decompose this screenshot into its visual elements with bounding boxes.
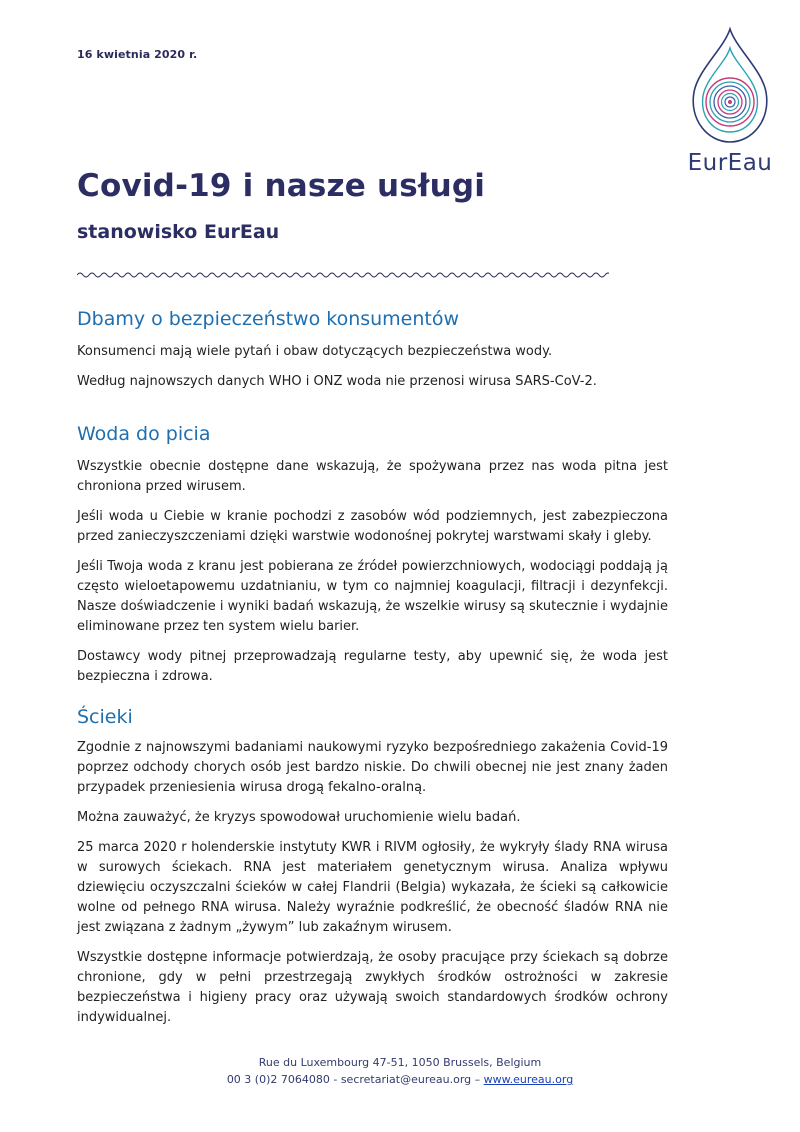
website-link[interactable]: www.eureau.org [483,1073,574,1086]
paragraph: Wszystkie dostępne informacje potwierdzają, że osoby pracujące przy ściekach są dobrze chronione, gdy w pełni przestrzegają zwykłych środków ostrożności w zakresie bezpieczeństwa i higieny pracy oraz używają swoich standardowych środków ochrony indywidualnej. [77,950,668,1025]
paragraph: Według najnowszych danych WHO i ONZ woda nie przenosi wirusa SARS-CoV-2. [77,374,597,389]
paragraph: Dostawcy wody pitnej przeprowadzają regularne testy, aby upewnić się, że woda jest bezpieczna i zdrowa. [77,649,668,684]
paragraph: Zgodnie z najnowszymi badaniami naukowymi ryzyko bezpośredniego zakażenia Covid-19 poprzez odchody chorych osób jest bardzo niskie. Do chwili obecnej nie jest znany żaden przypadek przeniesienia wirusa drogą fekalno-oralną. [77,740,668,795]
paragraph: Konsumenci mają wiele pytań i obaw dotyczących bezpieczeństwa wody. [77,344,553,359]
footer-contact-text: 00 3 (0)2 7064080 - secretariat@eureau.org – [226,1073,484,1086]
page-subtitle: stanowisko EurEau [77,221,280,243]
paragraph: Jeśli Twoja woda z kranu jest pobierana ze źródeł powierzchniowych, wodociągi poddają ją często wieloetapowemu uzdatnianiu, w tym co najmniej koagulacji, filtracji i dezynfekcji. Nasze doświadczenie i wyniki badań wskazują, że wszelkie wirusy są skutecznie i wydajnie eliminowane przez ten system wielu barier. [77,559,668,634]
eureau-logo [684,26,776,178]
paragraph: Jeśli woda u Ciebie w kranie pochodzi z zasobów wód podziemnych, jest zabezpieczona przed zanieczyszczeniami dzięki warstwie wodonośnej pokrytej warstwami skały i gleby. [77,509,668,544]
footer-address: Rue du Luxembourg 47-51, 1050 Brussels, Belgium [258,1056,542,1069]
document-body [77,306,668,1028]
wavy-divider [77,270,609,280]
paragraph: Można zauważyć, że kryzys spowodował uruchomienie wielu badań. [77,810,521,825]
logo-wordmark: EurEau [687,150,773,176]
paragraph: Wszystkie obecnie dostępne dane wskazują, że spożywana przez nas woda pitna jest chroniona przed wirusem. [77,459,668,494]
section-heading-consumer-safety: Dbamy o bezpieczeństwo konsumentów [77,308,460,330]
document-date: 16 kwietnia 2020 r. [77,48,198,61]
footer-contact [0,1073,800,1086]
paragraph: 25 marca 2020 r holenderskie instytuty KWR i RIVM ogłosiły, że wykryły ślady RNA wirusa w surowych ściekach. RNA jest materiałem genetycznym wirusa. Analiza wpływu dziewięciu oczyszczalni ścieków w całej Flandrii (Belgia) wykazała, że ścieki są całkowicie wolne od pełnego RNA wirusa. Należy wyraźnie podkreślić, że obecność śladów RNA nie jest związana z żadnym „żywym” lub zakaźnym wirusem. [77,840,668,935]
water-drop-logo-icon [684,26,776,150]
page-title: Covid-19 i nasze usługi [77,168,486,204]
section-heading-drinking-water: Woda do picia [77,423,211,445]
section-heading-wastewater: Ścieki [77,706,133,728]
